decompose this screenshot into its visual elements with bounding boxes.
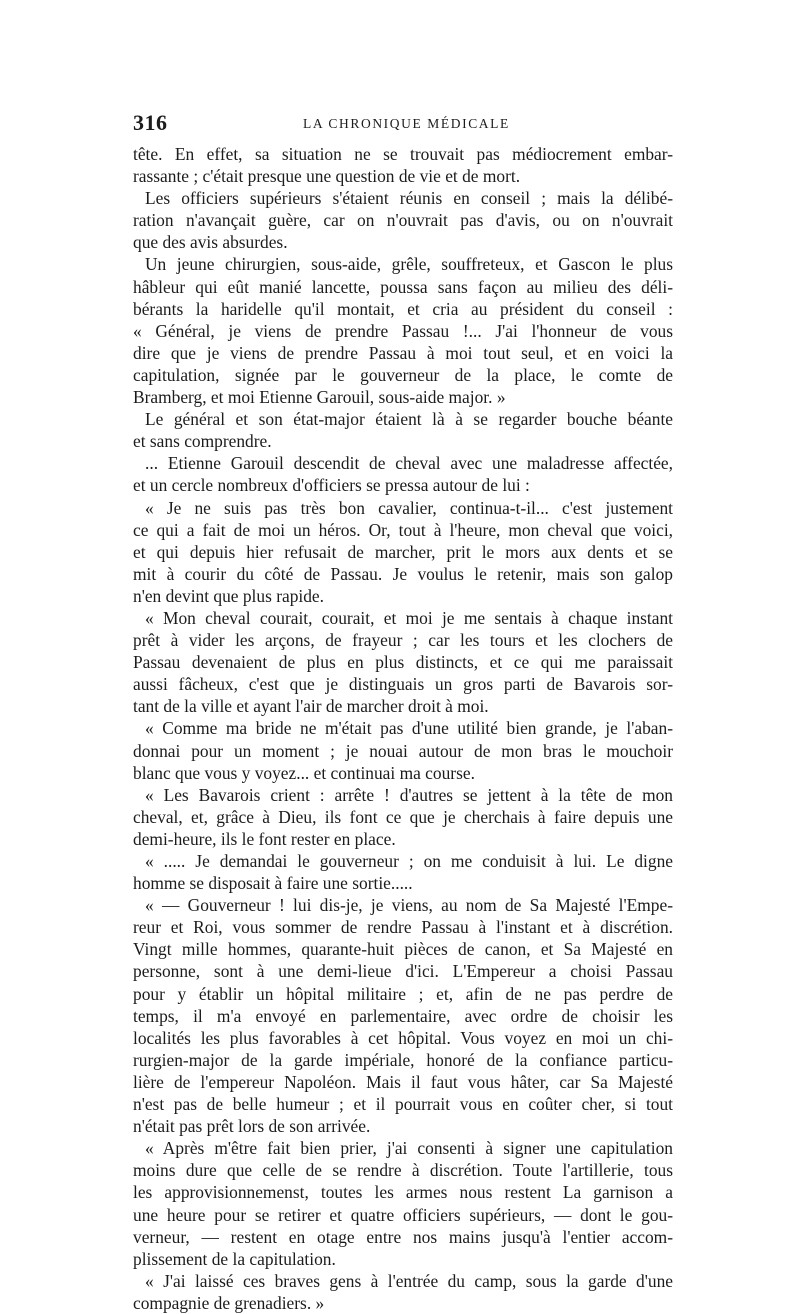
text-line: Bramberg, et moi Etienne Garouil, sous-aide major. » xyxy=(133,387,506,408)
text-line: plissement de la capitulation. xyxy=(133,1248,336,1269)
text-line: localités les plus favorables à cet hôpital. Vous voyez en moi un chi- xyxy=(133,1027,673,1048)
text-line: cheval, et, grâce à Dieu, ils font ce que je cherchais à faire depuis une xyxy=(133,806,673,827)
running-head xyxy=(133,110,673,140)
text-line: ration n'avançait guère, car on n'ouvrait pas d'avis, ou on n'ouvrait xyxy=(133,210,673,231)
text-line: mit à courir du côté de Passau. Je voulus le retenir, mais son galop xyxy=(133,563,673,584)
text-line: n'en devint que plus rapide. xyxy=(133,585,324,606)
text-line: hâbleur qui eût manié lancette, poussa sans façon au milieu des déli- xyxy=(133,276,673,297)
text-line: « Mon cheval courait, courait, et moi je me sentais à chaque instant xyxy=(145,607,673,628)
text-line: compagnie de grenadiers. » xyxy=(133,1292,325,1313)
text-line: personne, sont à une demi-lieue d'ici. L'Empereur a choisi Passau xyxy=(133,961,673,982)
text-line: que des avis absurdes. xyxy=(133,232,288,253)
text-line: « J'ai laissé ces braves gens à l'entrée du camp, sous la garde d'une xyxy=(145,1270,673,1291)
text-line: moins dure que celle de se rendre à discrétion. Toute l'artillerie, tous xyxy=(133,1160,673,1181)
text-line: rassante ; c'était presque une question de vie et de mort. xyxy=(133,166,521,187)
text-line: « Comme ma bride ne m'était pas d'une utilité bien grande, je l'aban- xyxy=(145,718,673,739)
text-line: et qui depuis hier refusait de marcher, prit le mors aux dents et se xyxy=(133,541,673,562)
text-line: homme se disposait à faire une sortie..... xyxy=(133,873,413,894)
text-line: une heure pour se retirer et quatre officiers supérieurs, — dont le gou- xyxy=(133,1204,673,1225)
text-line: et un cercle nombreux d'officiers se pressa autour de lui : xyxy=(133,475,530,496)
text-line: les approvisionnemenst, toutes les armes nous restent La garnison a xyxy=(133,1182,673,1203)
text-line: « ..... Je demandai le gouverneur ; on me conduisit à lui. Le digne xyxy=(145,851,673,871)
journal-title: LA CHRONIQUE MÉDICALE xyxy=(303,116,510,131)
text-line: dire que je viens de prendre Passau à moi tout seul, et en voici la xyxy=(133,342,673,363)
text-line: « — Gouverneur ! lui dis-je, je viens, au nom de Sa Majesté l'Empe- xyxy=(145,895,673,916)
page-number: 316 xyxy=(133,110,168,135)
text-line: reur et Roi, vous sommer de rendre Passau à l'instant et à discrétion. xyxy=(133,917,673,938)
text-line: verneur, — restent en otage entre nos mains jusqu'à l'entier accom- xyxy=(133,1226,673,1247)
text-line: lière de l'empereur Napoléon. Mais il faut vous hâter, car Sa Majesté xyxy=(133,1071,673,1092)
text-line: tête. En effet, sa situation ne se trouvait pas médiocrement embar- xyxy=(133,144,673,164)
text-line: pour y établir un hôpital militaire ; et, afin de ne pas perdre de xyxy=(133,983,673,1004)
text-line: capitulation, signée par le gouverneur de la place, le comte de xyxy=(133,364,673,385)
text-line: bérants la haridelle qu'il montait, et cria au président du conseil : xyxy=(133,298,673,319)
text-line: temps, il m'a envoyé en parlementaire, avec ordre de choisir les xyxy=(133,1005,673,1026)
text-line: ... Etienne Garouil descendit de cheval avec une maladresse affectée, xyxy=(145,453,673,474)
text-line: « Les Bavarois crient : arrête ! d'autres se jettent à la tête de mon xyxy=(145,784,673,805)
text-line: Un jeune chirurgien, sous-aide, grêle, souffreteux, et Gascon le plus xyxy=(145,254,673,275)
text-line: prêt à vider les arçons, de frayeur ; car les tours et les clochers de xyxy=(133,630,673,651)
text-line: n'est pas de belle humeur ; et il pourrait vous en coûter cher, si tout xyxy=(133,1094,673,1115)
text-line: et sans comprendre. xyxy=(133,431,272,452)
text-line: Les officiers supérieurs s'étaient réunis en conseil ; mais la délibé- xyxy=(145,188,673,209)
body-text xyxy=(133,143,673,1314)
text-line: aussi fâcheux, c'est que je distinguais un gros parti de Bavarois sor- xyxy=(133,674,673,695)
text-line: ce qui a fait de moi un héros. Or, tout à l'heure, mon cheval que voici, xyxy=(133,519,673,540)
text-line: rurgien-major de la garde impériale, honoré de la confiance particu- xyxy=(133,1049,673,1070)
text-line: « Je ne suis pas très bon cavalier, continua-t-il... c'est justement xyxy=(145,497,673,518)
text-line: Le général et son état-major étaient là à se regarder bouche béante xyxy=(145,409,673,430)
text-line: donnai pour un moment ; je nouai autour de mon bras le mouchoir xyxy=(133,740,673,761)
text-line: « Général, je viens de prendre Passau !... J'ai l'honneur de vous xyxy=(133,320,673,341)
text-line: n'était pas prêt lors de son arrivée. xyxy=(133,1116,371,1137)
text-line: Passau devenaient de plus en plus distincts, et ce qui me paraissait xyxy=(133,652,673,673)
text-line: « Après m'être fait bien prier, j'ai consenti à signer une capitulation xyxy=(145,1138,673,1159)
text-line: Vingt mille hommes, quarante-huit pièces de canon, et Sa Majesté en xyxy=(133,939,673,960)
text-line: blanc que vous y voyez... et continuai ma course. xyxy=(133,762,475,783)
text-line: demi-heure, ils le font rester en place. xyxy=(133,828,396,849)
text-line: tant de la ville et ayant l'air de marcher droit à moi. xyxy=(133,696,489,717)
